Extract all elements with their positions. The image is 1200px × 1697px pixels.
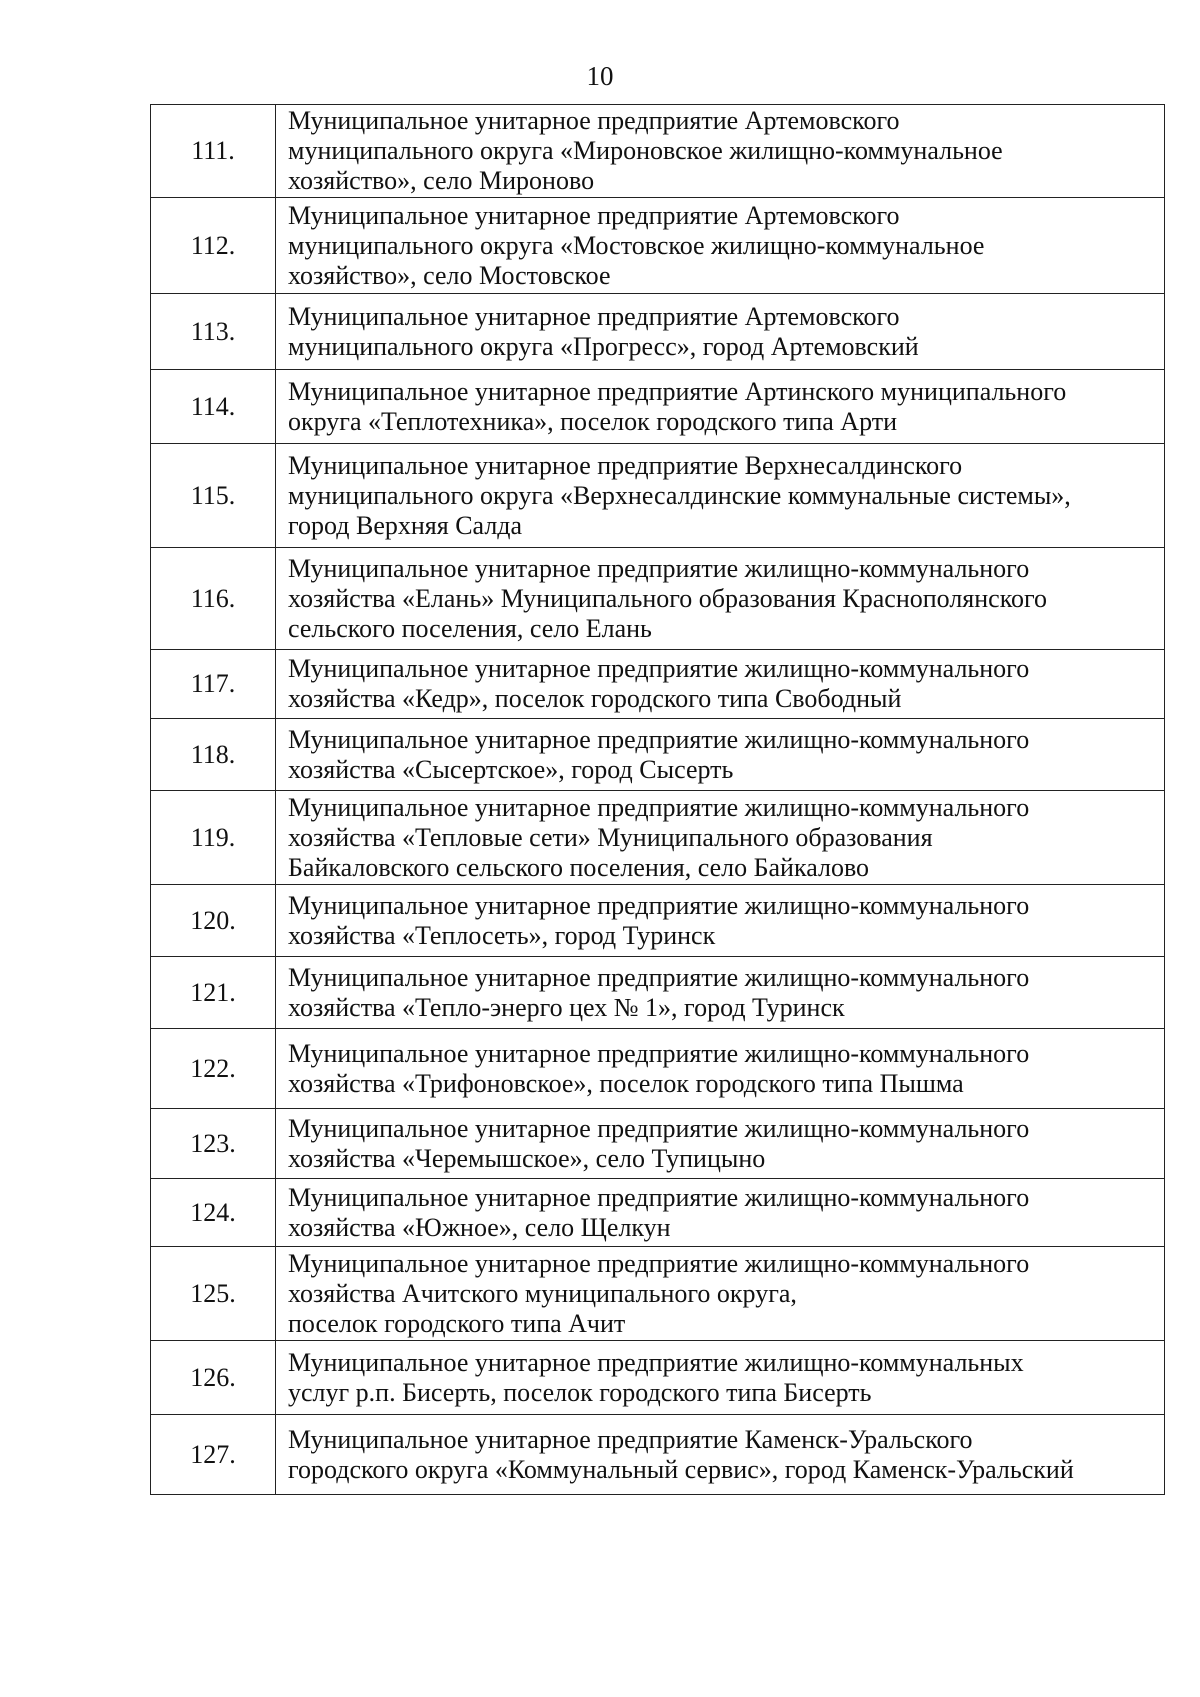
enterprise-name-text: Муниципальное унитарное предприятие жилищно-коммунальных услуг р.п. Бисерть, поселок городского типа Бисерть bbox=[288, 1347, 1024, 1407]
table-row bbox=[151, 444, 1165, 548]
enterprise-name bbox=[276, 1247, 1165, 1341]
table-row bbox=[151, 1247, 1165, 1341]
table-row bbox=[151, 1415, 1165, 1495]
enterprise-name bbox=[276, 957, 1165, 1029]
row-number: 119. bbox=[151, 791, 276, 885]
row-number: 126. bbox=[151, 1341, 276, 1415]
enterprise-name-text: Муниципальное унитарное предприятие Артемовского муниципального округа «Прогресс», город Артемовский bbox=[288, 301, 919, 361]
table-row bbox=[151, 791, 1165, 885]
row-number: 124. bbox=[151, 1179, 276, 1247]
table-row bbox=[151, 294, 1165, 370]
row-number: 118. bbox=[151, 719, 276, 791]
table-row bbox=[151, 1341, 1165, 1415]
row-number: 113. bbox=[151, 294, 276, 370]
enterprise-name bbox=[276, 548, 1165, 650]
row-number: 121. bbox=[151, 957, 276, 1029]
table-row bbox=[151, 1029, 1165, 1109]
enterprise-name-text: Муниципальное унитарное предприятие Верхнесалдинского муниципального округа «Верхнесалдинские коммунальные системы», город Верхняя Салда bbox=[288, 450, 1071, 540]
row-number: 125. bbox=[151, 1247, 276, 1341]
table-row bbox=[151, 885, 1165, 957]
enterprise-name-text: Муниципальное унитарное предприятие жилищно-коммунального хозяйства «Тепловые сети» Муниципального образования Байкаловского сельского поселения, село Байкалово bbox=[288, 792, 1030, 882]
enterprise-name-text: Муниципальное унитарное предприятие жилищно-коммунального хозяйства Ачитского муниципального округа, поселок городского типа Ачит bbox=[288, 1248, 1030, 1338]
enterprise-name-text: Муниципальное унитарное предприятие Каменск-Уральского городского округа «Коммунальный сервис», город Каменск-Уральский bbox=[288, 1424, 1074, 1484]
table-row bbox=[151, 957, 1165, 1029]
enterprise-name-text: Муниципальное унитарное предприятие жилищно-коммунального хозяйства «Сысертское», город Сысерть bbox=[288, 724, 1030, 784]
enterprise-name-text: Муниципальное унитарное предприятие жилищно-коммунального хозяйства «Южное», село Щелкун bbox=[288, 1182, 1030, 1242]
enterprise-name bbox=[276, 650, 1165, 719]
enterprise-name bbox=[276, 791, 1165, 885]
table-row bbox=[151, 198, 1165, 294]
table-row bbox=[151, 548, 1165, 650]
row-number: 117. bbox=[151, 650, 276, 719]
row-number: 115. bbox=[151, 444, 276, 548]
row-number: 122. bbox=[151, 1029, 276, 1109]
enterprise-name bbox=[276, 1415, 1165, 1495]
enterprise-name bbox=[276, 105, 1165, 198]
enterprise-name bbox=[276, 1109, 1165, 1179]
page-number: 10 bbox=[586, 61, 614, 91]
enterprise-name-text: Муниципальное унитарное предприятие жилищно-коммунального хозяйства «Тепло-энерго цех № 1», город Туринск bbox=[288, 962, 1030, 1022]
row-number: 111. bbox=[151, 105, 276, 198]
enterprise-name-text: Муниципальное унитарное предприятие Артемовского муниципального округа «Мироновское жилищно-коммунальное хозяйство», село Мироново bbox=[288, 106, 1003, 195]
row-number: 116. bbox=[151, 548, 276, 650]
row-number: 114. bbox=[151, 370, 276, 444]
enterprise-name-text: Муниципальное унитарное предприятие Артинского муниципального округа «Теплотехника», поселок городского типа Арти bbox=[288, 376, 1067, 436]
enterprise-name-text: Муниципальное унитарное предприятие жилищно-коммунального хозяйства «Черемышское», село Тупицыно bbox=[288, 1113, 1030, 1173]
enterprise-name bbox=[276, 885, 1165, 957]
enterprise-name-text: Муниципальное унитарное предприятие жилищно-коммунального хозяйства «Теплосеть», город Туринск bbox=[288, 890, 1030, 950]
enterprise-name bbox=[276, 1179, 1165, 1247]
row-number: 127. bbox=[151, 1415, 276, 1495]
table-row bbox=[151, 105, 1165, 198]
enterprise-name bbox=[276, 370, 1165, 444]
row-number: 123. bbox=[151, 1109, 276, 1179]
enterprise-name-text: Муниципальное унитарное предприятие жилищно-коммунального хозяйства «Елань» Муниципального образования Краснополянского сельского поселения, село Елань bbox=[288, 553, 1048, 643]
enterprise-name bbox=[276, 719, 1165, 791]
enterprise-table bbox=[150, 104, 1165, 1495]
enterprise-name-text: Муниципальное унитарное предприятие жилищно-коммунального хозяйства «Кедр», поселок городского типа Свободный bbox=[288, 654, 1030, 713]
enterprise-name bbox=[276, 198, 1165, 294]
enterprise-name bbox=[276, 444, 1165, 548]
enterprise-name-text: Муниципальное унитарное предприятие Артемовского муниципального округа «Мостовское жилищно-коммунальное хозяйство», село Мостовское bbox=[288, 200, 985, 290]
table-row bbox=[151, 1179, 1165, 1247]
table-row bbox=[151, 370, 1165, 444]
table-row bbox=[151, 650, 1165, 719]
enterprise-name bbox=[276, 1029, 1165, 1109]
row-number: 120. bbox=[151, 885, 276, 957]
enterprise-name bbox=[276, 294, 1165, 370]
table-row bbox=[151, 1109, 1165, 1179]
enterprise-name-text: Муниципальное унитарное предприятие жилищно-коммунального хозяйства «Трифоновское», поселок городского типа Пышма bbox=[288, 1038, 1030, 1098]
enterprise-name bbox=[276, 1341, 1165, 1415]
row-number: 112. bbox=[151, 198, 276, 294]
table-row bbox=[151, 719, 1165, 791]
